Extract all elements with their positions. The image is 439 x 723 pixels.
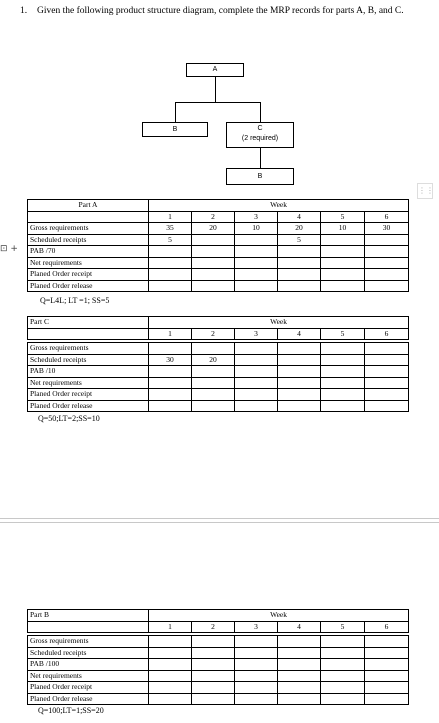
table-cell[interactable] — [321, 246, 365, 258]
table-cell[interactable] — [321, 377, 365, 389]
mrp-table-part-b — [27, 609, 409, 705]
week-number: 5 — [321, 211, 365, 223]
table-move-handle-icon[interactable]: ⊡ + — [0, 244, 18, 254]
table-cell[interactable] — [365, 400, 409, 412]
table-cell[interactable]: 10 — [235, 223, 278, 235]
row-label: Gross requirements — [28, 223, 149, 235]
table-cell[interactable] — [149, 343, 192, 355]
table-cell[interactable] — [149, 682, 192, 694]
week-header: Week — [149, 610, 409, 622]
diagram-node-b-child — [226, 168, 294, 185]
diagram-connector — [260, 148, 261, 168]
row-label: Planed Order release — [28, 280, 149, 292]
pab-initial: 100 — [47, 659, 60, 669]
table-cell[interactable] — [149, 257, 192, 269]
table-cell[interactable] — [365, 269, 409, 281]
table-cell[interactable] — [192, 693, 235, 705]
table-row — [28, 682, 409, 694]
row-label: Planed Order receipt — [28, 389, 149, 401]
table-cell[interactable] — [192, 400, 235, 412]
table-row — [28, 670, 409, 682]
table-cell[interactable] — [321, 234, 365, 246]
table-cell[interactable] — [235, 682, 278, 694]
week-number: 4 — [278, 211, 321, 223]
table-cell[interactable] — [149, 636, 192, 648]
row-label: Gross requirements — [28, 343, 149, 355]
table-cell[interactable]: 20 — [278, 223, 321, 235]
row-label: Net requirements — [28, 377, 149, 389]
part-name: Part C — [28, 317, 149, 329]
table-cell[interactable] — [192, 377, 235, 389]
separator: / — [43, 659, 48, 669]
table-cell[interactable] — [365, 246, 409, 258]
table-cell[interactable] — [278, 659, 321, 671]
week-number: 1 — [149, 211, 192, 223]
row-label: Net requirements — [28, 257, 149, 269]
diagram-connector — [175, 102, 176, 122]
table-cell[interactable] — [321, 354, 365, 366]
row-label — [28, 246, 149, 258]
part-name: Part A — [28, 200, 149, 212]
week-number: 6 — [365, 328, 409, 340]
table-row — [28, 659, 409, 671]
table-cell[interactable] — [278, 377, 321, 389]
table-cell[interactable] — [365, 343, 409, 355]
table-cell[interactable] — [278, 354, 321, 366]
table-cell[interactable] — [149, 670, 192, 682]
question-text: Given the following product structure diagram, complete the MRP records for parts A, B, and C. — [37, 6, 404, 16]
table-row — [28, 234, 409, 246]
table-cell[interactable] — [321, 280, 365, 292]
table-row — [28, 280, 409, 292]
table-cell[interactable] — [192, 366, 235, 378]
row-label: Planed Order release — [28, 400, 149, 412]
table-cell[interactable] — [278, 257, 321, 269]
table-cell[interactable] — [149, 377, 192, 389]
week-number: 1 — [149, 621, 192, 633]
page-break-rule — [0, 522, 439, 523]
table-cell[interactable] — [149, 269, 192, 281]
table-cell[interactable] — [365, 257, 409, 269]
table-cell[interactable] — [235, 366, 278, 378]
week-number: 3 — [235, 621, 278, 633]
question-number: 1. — [20, 6, 28, 16]
table-cell[interactable] — [192, 636, 235, 648]
table-row — [28, 647, 409, 659]
table-cell[interactable] — [149, 693, 192, 705]
table-cell[interactable] — [149, 246, 192, 258]
table-cell[interactable] — [278, 400, 321, 412]
week-number: 2 — [192, 328, 235, 340]
part-parameters: Q=50;LT=2;SS=10 — [38, 414, 100, 423]
row-label: Planed Order release — [28, 693, 149, 705]
node-c-label: C — [257, 125, 263, 132]
week-number: 5 — [321, 328, 365, 340]
table-cell[interactable] — [321, 257, 365, 269]
row-label: Gross requirements — [28, 636, 149, 648]
table-row — [28, 636, 409, 648]
blank-cell — [28, 211, 149, 223]
week-number: 5 — [321, 621, 365, 633]
table-cell[interactable] — [192, 269, 235, 281]
table-cell[interactable] — [365, 693, 409, 705]
part-name: Part B — [28, 610, 149, 622]
separator: / — [43, 246, 48, 256]
table-cell[interactable] — [321, 343, 365, 355]
mrp-table-part-c — [27, 316, 409, 412]
week-number: 2 — [192, 621, 235, 633]
table-row — [28, 389, 409, 401]
table-cell[interactable] — [365, 647, 409, 659]
row-label-text: PAB — [30, 366, 44, 376]
table-cell[interactable] — [235, 647, 278, 659]
week-header: Week — [149, 317, 409, 329]
pab-initial: 70 — [47, 246, 56, 256]
table-row — [28, 246, 409, 258]
table-cell[interactable] — [235, 257, 278, 269]
table-cell[interactable] — [321, 636, 365, 648]
table-cell[interactable] — [235, 670, 278, 682]
table-row — [28, 366, 409, 378]
table-cell[interactable] — [235, 343, 278, 355]
table-cell[interactable]: 5 — [278, 234, 321, 246]
table-cell[interactable] — [365, 389, 409, 401]
part-parameters: Q=100;LT=1;SS=20 — [38, 706, 104, 715]
table-cell[interactable] — [235, 693, 278, 705]
table-cell[interactable] — [321, 659, 365, 671]
table-cell[interactable] — [365, 280, 409, 292]
table-cell[interactable] — [235, 234, 278, 246]
table-cell[interactable] — [365, 234, 409, 246]
table-cell[interactable] — [192, 246, 235, 258]
table-cell[interactable] — [321, 693, 365, 705]
table-cell[interactable] — [278, 693, 321, 705]
table-cell[interactable]: 10 — [321, 223, 365, 235]
drag-grip-icon[interactable]: ⋮⋮ — [417, 183, 433, 199]
table-cell[interactable] — [235, 400, 278, 412]
table-cell[interactable] — [321, 670, 365, 682]
table-cell[interactable]: 5 — [149, 234, 192, 246]
table-cell[interactable] — [235, 636, 278, 648]
table-row — [28, 400, 409, 412]
table-cell[interactable] — [365, 682, 409, 694]
table-cell[interactable]: 20 — [192, 354, 235, 366]
table-row — [28, 257, 409, 269]
week-header: Week — [149, 200, 409, 212]
table-cell[interactable] — [365, 670, 409, 682]
table-cell[interactable] — [278, 682, 321, 694]
table-cell[interactable] — [365, 636, 409, 648]
table-cell[interactable] — [192, 659, 235, 671]
table-cell[interactable] — [365, 354, 409, 366]
blank-cell — [28, 328, 149, 340]
diagram-node-a — [186, 63, 244, 77]
table-cell[interactable] — [192, 280, 235, 292]
part-parameters: Q=L4L; LT =1; SS=5 — [40, 296, 110, 305]
table-cell[interactable] — [278, 269, 321, 281]
table-cell[interactable] — [235, 280, 278, 292]
table-row — [28, 223, 409, 235]
table-cell[interactable] — [192, 389, 235, 401]
separator: / — [43, 366, 48, 376]
table-cell[interactable] — [321, 366, 365, 378]
row-label: Scheduled receipts — [28, 234, 149, 246]
table-cell[interactable] — [192, 257, 235, 269]
table-cell[interactable] — [365, 366, 409, 378]
table-cell[interactable] — [192, 682, 235, 694]
diagram-node-b — [142, 122, 208, 137]
table-cell[interactable] — [278, 389, 321, 401]
table-cell[interactable] — [235, 354, 278, 366]
table-cell[interactable]: 20 — [192, 223, 235, 235]
table-cell[interactable] — [278, 343, 321, 355]
table-cell[interactable] — [192, 234, 235, 246]
node-c-note: (2 required) — [241, 135, 279, 142]
table-row — [28, 693, 409, 705]
table-row — [28, 354, 409, 366]
node-a-label: A — [212, 66, 218, 73]
week-number: 1 — [149, 328, 192, 340]
table-cell[interactable]: 30 — [149, 354, 192, 366]
table-cell[interactable] — [278, 246, 321, 258]
row-label: Net requirements — [28, 670, 149, 682]
table-cell[interactable] — [278, 280, 321, 292]
row-label — [28, 659, 149, 671]
table-cell[interactable] — [321, 389, 365, 401]
table-cell[interactable]: 35 — [149, 223, 192, 235]
table-cell[interactable] — [278, 636, 321, 648]
week-number: 4 — [278, 328, 321, 340]
diagram-node-c — [226, 122, 294, 148]
row-label: Planed Order receipt — [28, 682, 149, 694]
mrp-table-part-a — [27, 199, 409, 292]
row-label: Scheduled receipts — [28, 647, 149, 659]
table-cell[interactable] — [321, 400, 365, 412]
diagram-connector — [215, 77, 216, 102]
table-cell[interactable] — [278, 366, 321, 378]
table-cell[interactable] — [365, 659, 409, 671]
table-cell[interactable] — [149, 366, 192, 378]
node-b-child-label: B — [257, 173, 263, 180]
table-cell[interactable] — [321, 682, 365, 694]
table-cell[interactable] — [235, 269, 278, 281]
week-number: 4 — [278, 621, 321, 633]
table-cell[interactable] — [278, 670, 321, 682]
diagram-connector — [175, 102, 261, 103]
row-label: Scheduled receipts — [28, 354, 149, 366]
row-label-text: PAB — [30, 246, 44, 256]
table-cell[interactable] — [192, 343, 235, 355]
table-row — [28, 377, 409, 389]
table-cell[interactable] — [235, 377, 278, 389]
week-number: 6 — [365, 211, 409, 223]
node-b-label: B — [172, 126, 178, 133]
table-row — [28, 343, 409, 355]
table-cell[interactable] — [321, 647, 365, 659]
week-number: 6 — [365, 621, 409, 633]
table-cell[interactable] — [192, 670, 235, 682]
pab-initial: 10 — [47, 366, 56, 376]
table-cell[interactable] — [235, 659, 278, 671]
row-label-text: PAB — [30, 659, 44, 669]
table-cell[interactable] — [365, 377, 409, 389]
table-cell[interactable] — [278, 647, 321, 659]
page-break-rule — [0, 518, 439, 519]
week-number: 3 — [235, 328, 278, 340]
table-cell[interactable] — [149, 400, 192, 412]
table-cell[interactable] — [192, 647, 235, 659]
table-cell[interactable] — [149, 647, 192, 659]
row-label: Planed Order receipt — [28, 269, 149, 281]
table-row — [28, 269, 409, 281]
table-cell[interactable] — [235, 246, 278, 258]
week-number: 3 — [235, 211, 278, 223]
week-number: 2 — [192, 211, 235, 223]
table-cell[interactable] — [149, 280, 192, 292]
table-cell[interactable] — [321, 269, 365, 281]
diagram-connector — [260, 102, 261, 122]
table-cell[interactable] — [235, 389, 278, 401]
table-cell[interactable] — [149, 659, 192, 671]
table-cell[interactable] — [149, 389, 192, 401]
row-label — [28, 366, 149, 378]
blank-cell — [28, 621, 149, 633]
table-cell[interactable]: 30 — [365, 223, 409, 235]
